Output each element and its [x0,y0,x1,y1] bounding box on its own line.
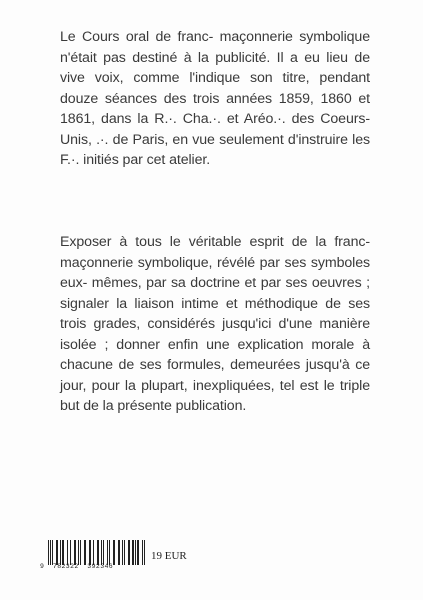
isbn-barcode [40,540,187,572]
barcode-digits: 9 782322 392346 [40,563,114,570]
description-paragraph-2: Exposer à tous le véritable esprit de la franc- maçonnerie symbolique, révélé par ses symboles eux- mêmes, par sa doctrine et par ses oeuvres ; signaler la liaison intime et méthodique de ses trois grades, considérés jusqu'ici d'une manière isolée ; donner enfin une explication morale à chacune de ses formules, demeurées jusqu'à ce jour, pour la plupart, inexpliquées, tel est le triple but de la présente publication. [60,234,370,414]
price-label: 19 EUR [151,550,187,562]
description-paragraph-1: Le Cours oral de franc- maçonnerie symbolique n'était pas destiné à la publicité. Il a eu lieu de vive voix, comme l'indique son titre, pendant douze séances des trois années 1859, 1860 et 1861, dans la R.·. Cha.·. et Aréo.·. des Coeurs-Unis, .·. de Paris, en vue seulement d'instruire les F.·. initiés par cet atelier. [60,29,370,168]
barcode-bars [48,540,146,565]
barcode-gap [145,540,146,565]
